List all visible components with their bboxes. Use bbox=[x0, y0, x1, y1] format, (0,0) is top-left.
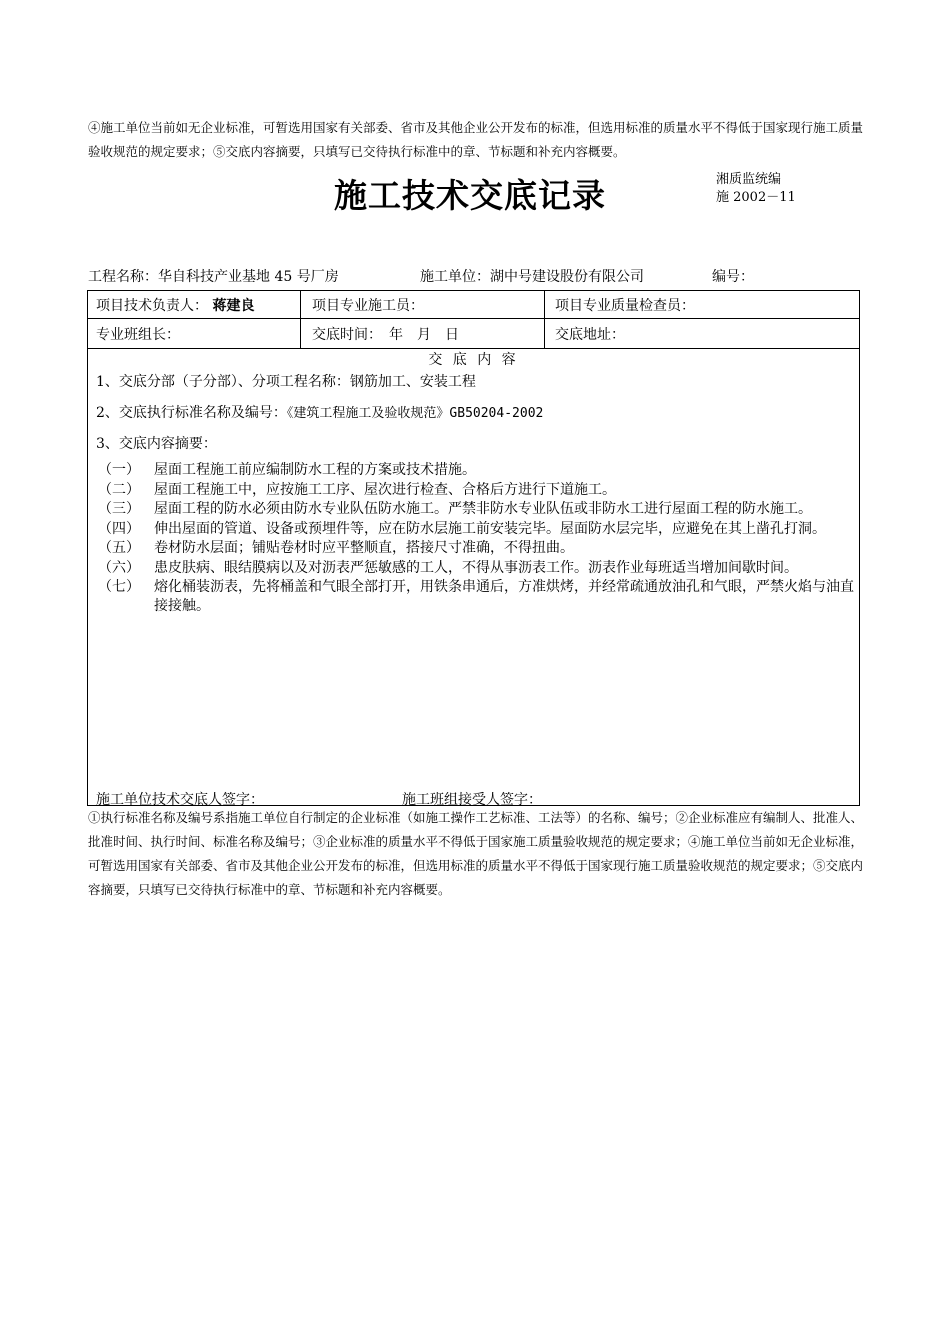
standard-value: 《建筑工程施工及验收规范》GB50204-2002 bbox=[286, 406, 544, 421]
list-item: （三） 屋面工程的防水必须由防水专业队伍防水施工。严禁非防水专业队伍或非防水工进行屋面工程的防水施工。 bbox=[98, 501, 812, 517]
record-number: 编号： bbox=[712, 269, 754, 285]
list-item: （六） 患皮肤病、眼结膜病以及对沥表严惩敏感的工人，不得从事沥表工作。沥表作业每班适当增加间歇时间。 bbox=[98, 559, 798, 576]
top-footnote: ④施工单位当前如无企业标准，可暂选用国家有关部委、省市及其他企业公开发布的标准，但选用标准的质量水平不得低于国家现行施工质量验收规范的规定要求；⑤交底内容摘要，只填写已交待执行标准中的章、节标题和补充内容概要。 bbox=[88, 120, 864, 159]
summary-list bbox=[98, 461, 854, 616]
inspector-label: 项目专业质量检查员： bbox=[555, 298, 695, 314]
disclosure-time-label: 交底时间： 年 月 日 bbox=[312, 327, 459, 343]
disclosure-table bbox=[87, 290, 860, 806]
list-item: （四） 伸出屋面的管道、设备或预埋件等，应在防水层施工前安装完毕。屋面防水层完毕，应避免在其上凿孔打洞。 bbox=[98, 520, 826, 537]
team-leader-label: 专业班组长： bbox=[96, 327, 180, 343]
list-item: （七） 熔化桶装沥表，先将桶盖和气眼全部打开，用铁条串通后，方准烘烤，并经常疏通放油孔和气眼，严禁火焰与油直接接触。 bbox=[98, 579, 854, 614]
project-name: 工程名称：华自科技产业基地 45 号厂房 bbox=[88, 269, 339, 285]
form-code-line1: 湘质监统编 bbox=[716, 172, 782, 187]
project-info bbox=[88, 266, 863, 288]
list-item: （二） 屋面工程施工中，应按施工工序、屋次进行检查、合格后方进行下道施工。 bbox=[98, 481, 616, 498]
bottom-footnote: ①执行标准名称及编号系指施工单位自行制定的企业标准（如施工操作工艺标准、工法等）的名称、编号；②企业标准应有编制人、批准人、批准时间、执行时间、标准名称及编号；③企业标准的质量水平不得低于国家施工质量验收规范的规定要求；④施工单位当前如无企业标准，可暂选用国家有关部委、省市及其他企业公开发布的标准，但选用标准的质量水平不得低于国家现行施工质量验收规范的规定要求；⑤交底内容摘要，只填写已交待执行标准中的章、节标题和补充内容概要。 bbox=[88, 810, 864, 897]
section-line-1: 1、交底分部（子分部）、分项工程名称：钢筋加工、安装工程 bbox=[96, 374, 476, 390]
standard-label: 2、交底执行标准名称及编号： bbox=[96, 405, 287, 421]
list-item: （一） 屋面工程施工前应编制防水工程的方案或技术措施。 bbox=[98, 462, 476, 478]
team-signature-label: 施工班组接受人签字： bbox=[402, 792, 542, 808]
unit-signature-label: 施工单位技术交底人签字： bbox=[96, 792, 264, 808]
form-code-line2: 施 2002－11 bbox=[716, 190, 796, 205]
content-heading: 交 底 内 容 bbox=[428, 352, 519, 368]
disclosure-location-label: 交底地址： bbox=[555, 327, 625, 343]
section-line-3: 3、交底内容摘要： bbox=[96, 436, 217, 452]
list-item: （五） 卷材防水层面；铺贴卷材时应平整顺直，搭接尺寸准确，不得扭曲。 bbox=[98, 540, 574, 556]
tech-lead-field bbox=[96, 295, 254, 315]
construction-unit: 施工单位：湖中号建设股份有限公司 bbox=[420, 269, 644, 285]
section-line-2 bbox=[96, 402, 543, 422]
tech-lead-value: 蒋建良 bbox=[212, 298, 255, 314]
tech-lead-label: 项目技术负责人： bbox=[96, 298, 208, 314]
form-code bbox=[716, 171, 796, 207]
constructor-label: 项目专业施工员： bbox=[312, 298, 424, 314]
page-title: 施工技术交底记录 bbox=[334, 176, 606, 215]
